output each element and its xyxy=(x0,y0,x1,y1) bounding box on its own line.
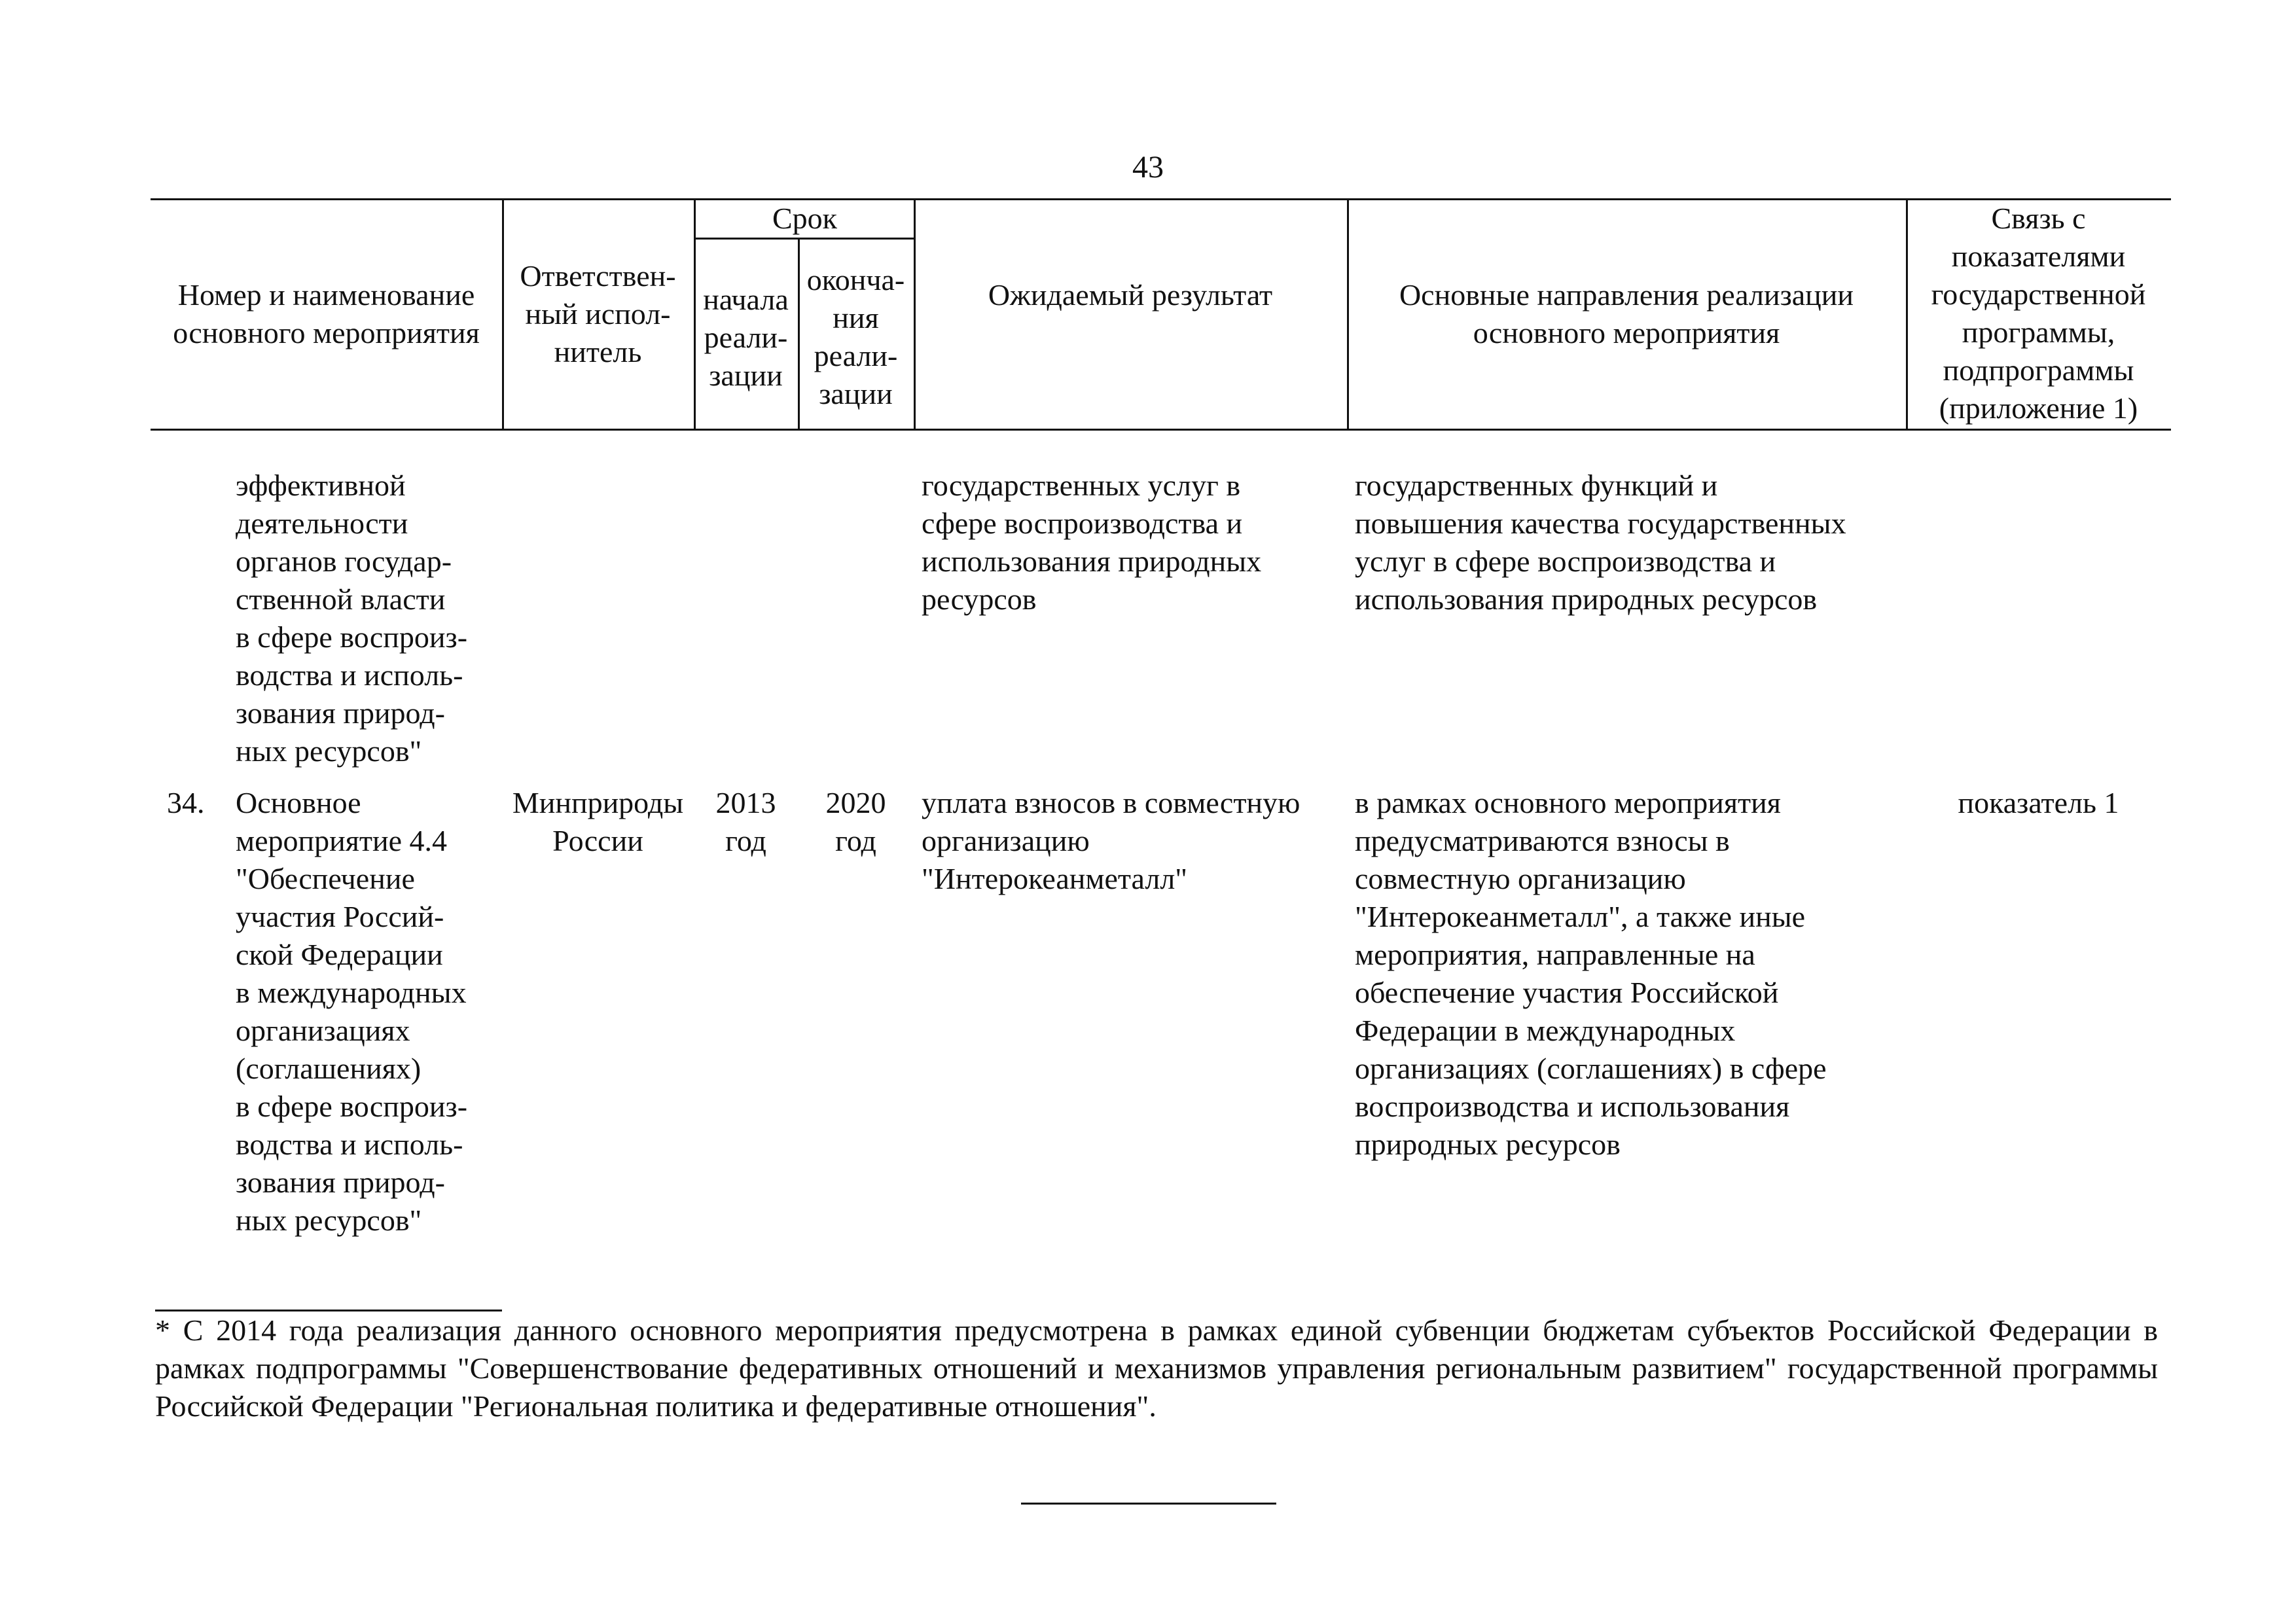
row-2-name: Основное мероприятие 4.4 "Обеспечение участия Россий- ской Федерации в международных организациях (соглашениях) в сфере воспроиз- водства и исполь- зования природ- ных ресурсов" xyxy=(236,786,468,1237)
page-end-rule xyxy=(1021,1503,1276,1505)
header-bottom-border xyxy=(151,429,2171,431)
header-main-directions: Основные направления реализации основного мероприятия xyxy=(1399,278,1854,349)
header-end: оконча- ния реали- зации xyxy=(806,263,905,410)
row-2-executor: Минприроды России xyxy=(512,786,684,857)
header-program-link: Связь с показателями государственной программы, подпрограммы (приложение 1) xyxy=(1931,202,2146,425)
header-srok: Срок xyxy=(772,202,838,235)
row-1-name: эффективной деятельности органов государ- ственной власти в сфере воспроиз- водства и исполь- зования природ- ных ресурсов" xyxy=(236,469,468,768)
header-executor: Ответствен- ный испол- нитель xyxy=(520,259,676,368)
row-2-start: 2013 год xyxy=(715,786,776,857)
row-2-end: 2020 год xyxy=(825,786,886,857)
header-event-name: Номер и наименование основного мероприятия xyxy=(173,278,480,349)
row-1-directions: государственных функций и повышения качества государственных услуг в сфере воспроизводства и использования природных ресурсов xyxy=(1355,469,1846,616)
srok-underline xyxy=(694,238,916,240)
header-expected-result: Ожидаемый результат xyxy=(988,278,1273,312)
row-2-directions: в рамках основного мероприятия предусматриваются взносы в совместную организацию "Интерокеанметалл", а также иные мероприятия, направленные на обеспечение участия Российской Федерации в международных организациях (соглашениях) в сфере воспроизводства и использования природных ресурсов xyxy=(1355,786,1827,1161)
row-2-result: уплата взносов в совместную организацию "Интерокеанметалл" xyxy=(922,786,1300,895)
footnote: * С 2014 года реализация данного основного мероприятия предусмотрена в рамках единой субвенции бюджетам субъектов Российской Федерации в рамках подпрограммы "Совершенствование федеративных отношений и механизмов управления региональным развитием" государственной программы Российской Федерации "Региональная политика и федеративные отношения". xyxy=(155,1313,2158,1423)
page-number: 43 xyxy=(1132,150,1164,185)
row-1-result: государственных услуг в сфере воспроизводства и использования природных ресурсов xyxy=(922,469,1262,616)
table-top-border xyxy=(151,198,2171,200)
header-start: начала реали- зации xyxy=(703,283,789,392)
row-2-number: 34. xyxy=(167,786,205,819)
row-2-link: показатель 1 xyxy=(1958,786,2119,819)
